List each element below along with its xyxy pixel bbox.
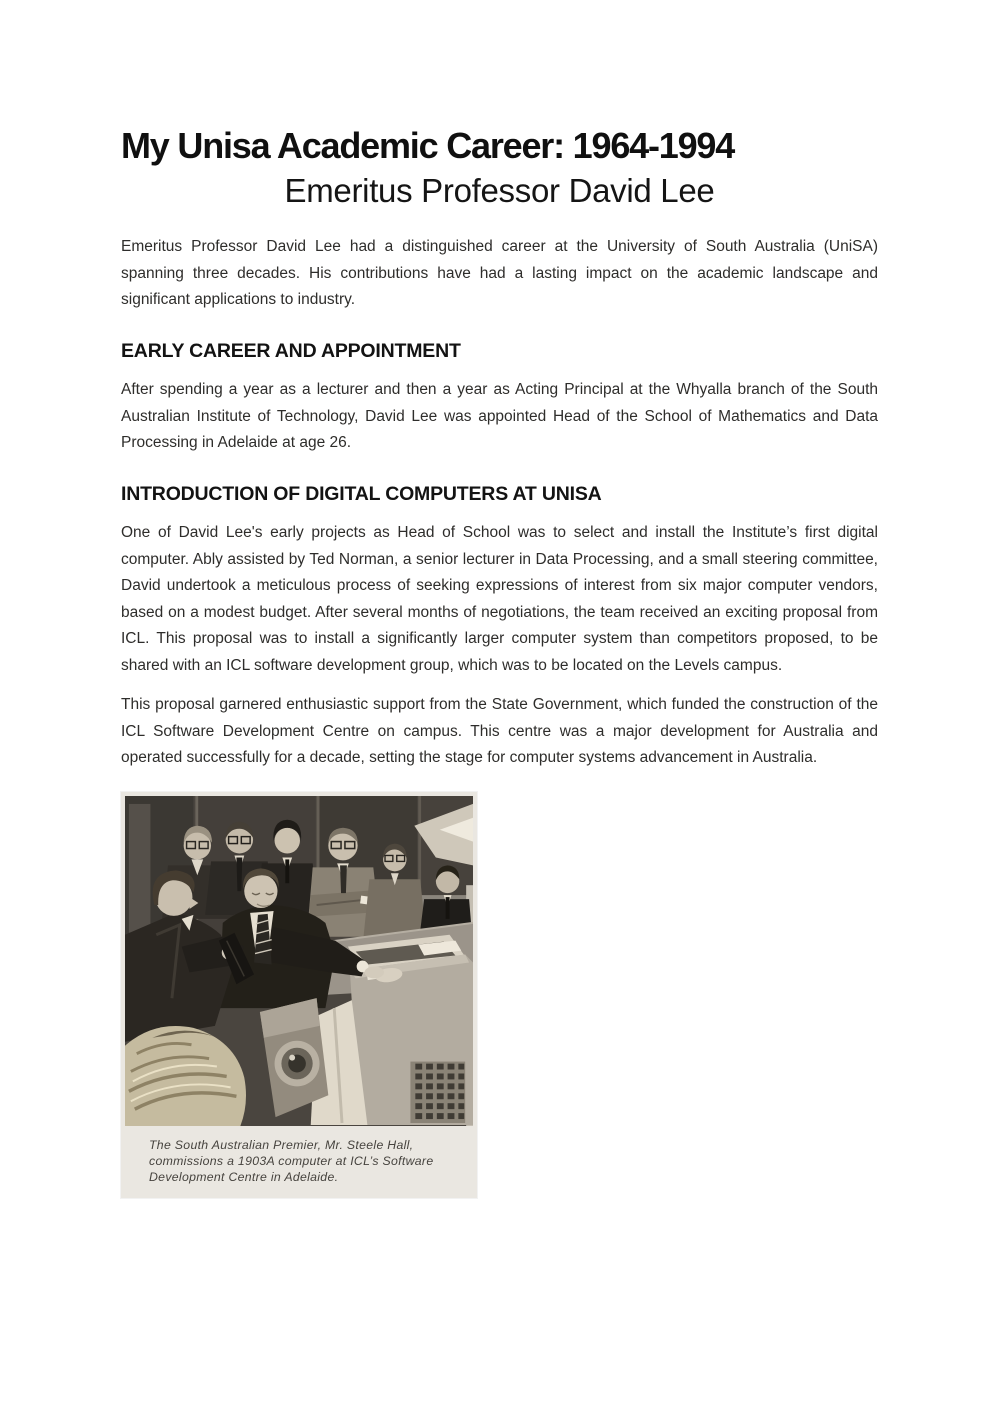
page-subtitle: Emeritus Professor David Lee [284,172,715,210]
section-early-career [121,339,878,457]
paragraph: After spending a year as a lecturer and then a year as Acting Principal at the Whyalla branch of the South Australian Institute of Technology, David Lee was appointed Head of the School of Mathematics and Data Processing in Adelaide at age 26. [121,381,878,452]
paragraph: One of David Lee's early projects as Head of School was to select and install the Institute’s first digital computer. Ably assisted by Ted Norman, a senior lecturer in Data Processing, and a small steering committee, David undertook a meticulous process of seeking expressions of interest from six major computer vendors, based on a modest budget. After several months of negotiations, the team received an exciting proposal from ICL. This proposal was to install a significantly larger computer system than competitors proposed, to be shared with an ICL software development group, which was to be located on the Levels campus. [121,524,878,674]
intro-paragraph: Emeritus Professor David Lee had a distinguished career at the University of South Australia (UniSA) spanning three decades. His contributions have had a lasting impact on the academic landscape and significant applications to industry. [121,238,878,309]
section-heading: INTRODUCTION OF DIGITAL COMPUTERS AT UNISA [121,482,602,505]
commissioning-photo [125,796,473,1126]
photo-caption-line: commissions a 1903A computer at ICL’s Software [149,1154,434,1169]
page-title: My Unisa Academic Career: 1964-1994 [121,125,735,166]
photo-caption [125,1126,473,1198]
photo-caption-line: Development Centre in Adelaide. [149,1170,339,1185]
section-digital-computers [121,482,878,772]
photo-caption-line: The South Australian Premier, Mr. Steele Hall, [149,1137,414,1152]
press-photographer [260,998,368,1125]
paragraph: This proposal garnered enthusiastic support from the State Government, which funded the construction of the ICL Software Development Centre on campus. This centre was a major development for Australia and operated successfully for a decade, setting the stage for computer systems advancement in Australia. [121,696,878,767]
section-heading: EARLY CAREER AND APPOINTMENT [121,339,461,362]
photo-figure [121,792,477,1198]
